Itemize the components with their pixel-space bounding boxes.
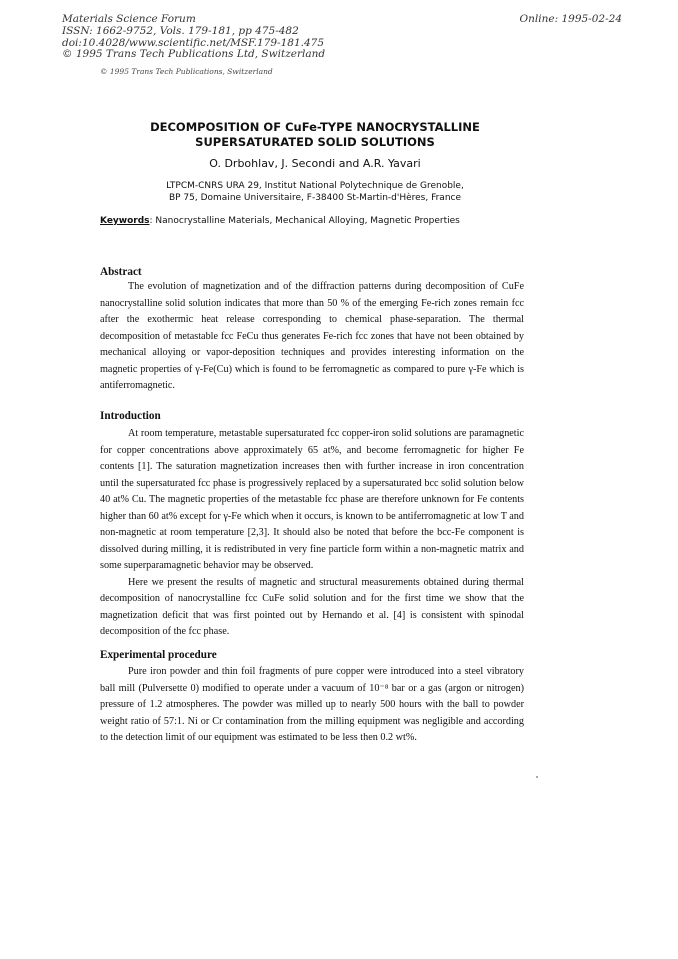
title-line: SUPERSATURATED SOLID SOLUTIONS xyxy=(195,134,435,149)
abstract-heading: Abstract xyxy=(100,266,142,278)
paragraph: Pure iron powder and thin foil fragments of pure copper were introduced into a steel vibratory ball mill (Pulversette 0) modified to operate under a vacuum of 10⁻⁸ bar or a gas (argon or nitrogen) pressure of 1.2 atmospheres. The powder was milled up to nearly 500 hours with the ball to powder weight ratio of 57:1. Ni or Cr contamination from the milling equipment was negligible and according to the detection limit of our equipment was estimated to be less then 0.2 wt%. xyxy=(100,666,524,743)
author-list: O. Drbohlav, J. Secondi and A.R. Yavari xyxy=(209,157,421,170)
copyright-line: © 1995 Trans Tech Publications Ltd, Switzerland xyxy=(62,48,326,61)
experimental-body xyxy=(100,664,524,747)
publisher-copyright: © 1995 Trans Tech Publications, Switzerland xyxy=(100,67,273,76)
introduction-heading: Introduction xyxy=(100,410,161,422)
paper-title xyxy=(100,120,530,149)
keywords xyxy=(100,216,570,226)
keywords-label: Keywords xyxy=(100,216,150,226)
issn-line: ISSN: 1662-9752, Vols. 179-181, pp 475-482 xyxy=(62,24,299,37)
journal-header xyxy=(62,14,622,61)
abstract-body xyxy=(100,279,524,395)
journal-name: Materials Science Forum xyxy=(62,13,196,25)
doi-line[interactable]: doi:10.4028/www.scientific.net/MSF.179-181.475 xyxy=(62,36,325,49)
paragraph: Here we present the results of magnetic and structural measurements obtained during thermal decomposition of nanocrystalline fcc CuFe solid solution and for the first time we show that the magnetization deficit that was first pointed out by Hernando et al. [4] is consistent with spinodal decomposition of the fcc phase. xyxy=(100,576,524,637)
keywords-text: : Nanocrystalline Materials, Mechanical Alloying, Magnetic Properties xyxy=(149,216,460,226)
affiliation xyxy=(100,181,530,205)
online-date: Online: 1995-02-24 xyxy=(519,13,622,25)
paragraph: At room temperature, metastable supersaturated fcc copper-iron solid solutions are paramagnetic for copper concentrations above approximately 65 at%, and become ferromagnetic for higher Fe contents [1]. The saturation magnetization increases then with further increase in iron concentration until the supersaturated fcc phase is progressively replaced by a supersaturated bcc solid solution below 40 at% Cu. The magnetic properties of the metastable fcc phase are therefore unknown for Fe contents higher than 60 at% except for γ-Fe which when it occurs, is known to be antiferromagnetic at low T and non-magnetic at room temperature [2,3]. It should also be noted that before the bcc-Fe component is dissolved during milling, it is redistributed in very fine particle form within a non-magnetic matrix and some superparamagnetic behavior may be observed. xyxy=(100,428,524,571)
experimental-heading: Experimental procedure xyxy=(100,649,217,661)
affiliation-line: LTPCM-CNRS URA 29, Institut National Polytechnique de Grenoble, xyxy=(166,181,464,191)
affiliation-line: BP 75, Domaine Universitaire, F-38400 St-Martin-d'Hères, France xyxy=(168,192,462,203)
paragraph: The evolution of magnetization and of the diffraction patterns during decomposition of CuFe nanocrystalline solid solution indicates that more than 50 % of the emerging Fe-rich zones remain fcc after the exothermic heat release corresponding to chemical phase-separation. The thermal decomposition of metastable fcc FeCu thus generates Fe-rich fcc zones that have not been obtained by mechanical alloying or vapor-deposition techniques and provides interesting information on the magnetic properties of γ-Fe(Cu) which is found to be ferromagnetic as compared to pure γ-Fe which is antiferromagnetic. xyxy=(100,281,524,391)
scan-speck xyxy=(536,776,538,778)
title-line: DECOMPOSITION OF CuFe-TYPE NANOCRYSTALLINE xyxy=(150,120,480,134)
introduction-body xyxy=(100,426,524,641)
